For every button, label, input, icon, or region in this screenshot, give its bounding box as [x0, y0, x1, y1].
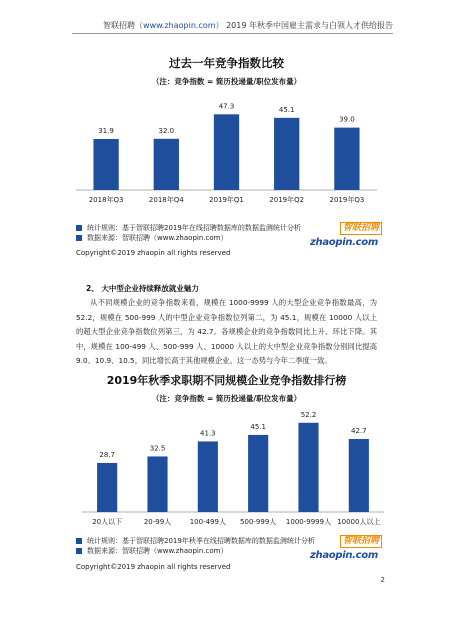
bar-2 [214, 114, 239, 190]
tick-label: 1000-9999人 [285, 518, 332, 526]
chart1-copyright: Copyright©2019 zhaopin all rights reserved [76, 249, 231, 257]
data-label: 32.5 [149, 444, 166, 453]
chart1-source [76, 223, 301, 243]
tick-label: 2019年Q1 [209, 196, 244, 204]
chart1-note: （注：竞争指数 = 简历投递量/职位发布量） [151, 77, 302, 86]
header-brand: 智联招聘 [103, 21, 136, 30]
chart2-source [76, 536, 315, 556]
data-label: 45.1 [278, 105, 295, 114]
logo-cn: 智联招聘 [340, 222, 382, 235]
chart1-title: 过去一年竞争指数比较 [169, 56, 284, 70]
tick-label: 2018年Q3 [88, 196, 124, 204]
zhaopin-logo [310, 222, 382, 248]
chart2 [0, 408, 453, 530]
bar-4 [298, 423, 318, 512]
section-paragraph: 从不同规模企业的竞争指数来看，规模在 1000-9999 人的大型企业竞争指数最高，为 52.2，规模在 500-999 人的中型企业竞争指数位列第二，为 45.1，规模在 10000 人以上的超大型企业竞争指数位列第三，为 42.7。各规模企业的竞争指数同比上升、环比下降。其中，规模在 100-499 人、500-999 人、10000 人以上的大中型企业竞争指数分别同比提高 9.0、10.9、10.5，同比增长高于其他规模企业。这一态势与今年二季度一致。 [76, 298, 377, 365]
chart2-note: （注：竞争指数 = 简历投递量/职位发布量） [151, 394, 302, 403]
data-label: 47.3 [218, 102, 235, 111]
data-label: 31.9 [98, 126, 114, 135]
data-source: 数据来源：智联招聘（www.zhaopin.com） [87, 234, 228, 242]
tick-label: 20-99人 [143, 518, 172, 526]
tick-label: 10000人以上 [337, 518, 381, 526]
chart2-copyright: Copyright©2019 zhaopin all rights reserved [76, 563, 231, 571]
bar-0 [93, 139, 118, 190]
header-report-title: 2019 年秋季中国雇主需求与白领人才供给报告 [226, 21, 393, 30]
header-url[interactable]: （www.zhaopin.com） [135, 21, 224, 30]
bullet-square-icon [76, 548, 82, 554]
tick-label: 100-499人 [189, 518, 226, 526]
page-header [0, 20, 453, 31]
tick-label: 20人以下 [92, 518, 123, 526]
tick-label: 2019年Q3 [329, 196, 365, 204]
data-label: 52.2 [300, 410, 317, 419]
data-source: 数据来源：智联招聘（www.zhaopin.com） [87, 547, 228, 555]
tick-label: 2019年Q2 [269, 196, 305, 204]
bullet-square-icon [76, 538, 82, 544]
stats-rule: 统计规则：基于智联招聘2019年在线招聘数据库的数据监测统计分析 [87, 224, 301, 232]
page-number: 2 [380, 576, 385, 584]
bar-3 [274, 118, 299, 190]
data-label: 45.1 [250, 422, 266, 431]
section-title: 2、 大中型企业持续释放就业魅力 [86, 284, 199, 293]
bar-2 [198, 441, 218, 512]
stats-rule: 统计规则：基于智联招聘2019年秋季在线招聘数据库的数据监测统计分析 [87, 537, 315, 545]
data-label: 32.0 [158, 126, 175, 135]
bar-3 [248, 435, 268, 512]
tick-label: 500-999人 [240, 518, 277, 526]
bar-4 [334, 128, 359, 190]
data-label: 28.7 [99, 450, 115, 459]
data-label: 42.7 [351, 427, 367, 436]
data-label: 41.3 [200, 429, 216, 438]
tick-label: 2018年Q4 [148, 196, 184, 204]
bullet-square-icon [76, 225, 82, 231]
bullet-square-icon [76, 235, 82, 241]
bar-1 [147, 456, 167, 512]
bar-1 [154, 139, 179, 190]
bar-5 [349, 439, 369, 512]
bar-0 [97, 463, 117, 512]
logo-cn: 智联招聘 [340, 535, 382, 548]
zhaopin-logo [310, 535, 382, 561]
header-rule [72, 33, 393, 34]
data-label: 39.0 [339, 115, 355, 124]
chart1 [0, 98, 453, 220]
logo-en: zhaopin.com [310, 550, 378, 561]
logo-en: zhaopin.com [310, 237, 378, 248]
chart2-title: 2019年秋季求职期不同规模企业竞争指数排行榜 [106, 374, 347, 387]
